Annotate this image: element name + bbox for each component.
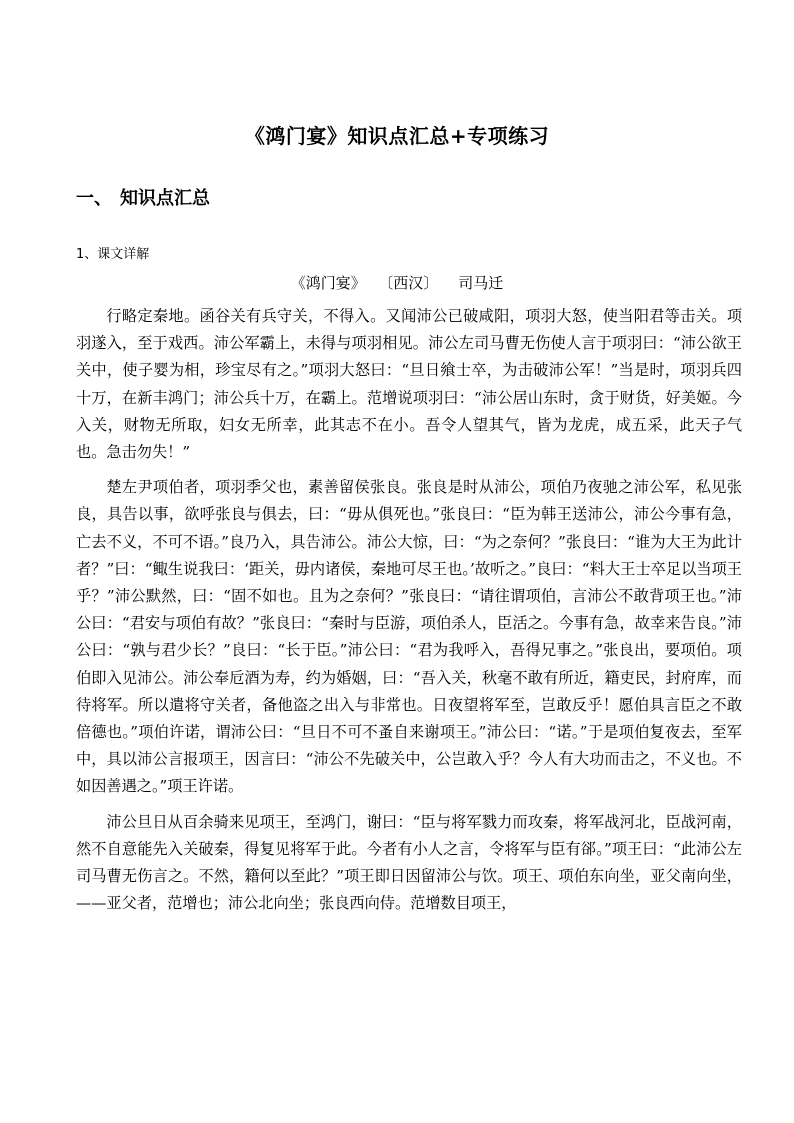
work-dynasty: 〔西汉〕 xyxy=(385,274,439,292)
paragraph: 沛公旦日从百余骑来见项王，至鸿门，谢曰：“臣与将军戮力而攻秦，将军战河北，臣战河南，然不自意能先入关破秦，得复见将军于此。今者有小人之言，令将军与臣有郤。”项王曰：“此沛公左司马曹无伤言之。不然，籍何以至此？”项王即日因留沛公与饮。项王、项伯东向坐，亚父南向坐，——亚父者，范增也；沛公北向坐；张良西向侍。范增数目项王， xyxy=(76,812,742,913)
section-number: 一、 xyxy=(76,188,112,209)
subheading: 1、课文详解 xyxy=(76,247,150,262)
paragraph: 行略定秦地。函谷关有兵守关，不得入。又闻沛公已破咸阳，项羽大怒，使当阳君等击关。项羽遂入，至于戏西。沛公军霸上，未得与项羽相见。沛公左司马曹无伤使人言于项羽曰：“沛公欲王关中，使子婴为相，珍宝尽有之。”项羽大怒曰：“旦日飨士卒，为击破沛公军！”当是时，项羽兵四十万，在新丰鸿门；沛公兵十万，在霸上。范增说项羽曰：“沛公居山东时，贪于财货，好美姬。今入关，财物无所取，妇女无所幸，此其志不在小。吾令人望其气，皆为龙虎，成五采，此天子气也。急击勿失！” xyxy=(76,307,742,462)
document-title: 《鸿门宴》知识点汇总+专项练习 xyxy=(244,124,550,148)
work-author: 司马迁 xyxy=(458,274,504,292)
work-title-line xyxy=(0,272,794,293)
work-name: 《鸿门宴》 xyxy=(290,274,366,292)
section-label: 知识点汇总 xyxy=(120,188,210,209)
section-heading xyxy=(76,184,210,210)
body-text xyxy=(76,303,742,925)
paragraph: 楚左尹项伯者，项羽季父也，素善留侯张良。张良是时从沛公，项伯乃夜驰之沛公军，私见张良，具告以事，欲呼张良与俱去，曰：“毋从俱死也。”张良曰：“臣为韩王送沛公，沛公今事有急，亡去不义，不可不语。”良乃入，具告沛公。沛公大惊，曰：“为之奈何？”张良曰：“谁为大王为此计者？”曰：“鲰生说我曰：‘距关，毋内诸侯，秦地可尽王也。’故听之。”良曰：“料大王士卒足以当项王乎？”沛公默然，曰：“固不如也。且为之奈何？”张良曰：“请往谓项伯，言沛公不敢背项王也。”沛公曰：“君安与项伯有故？”张良曰：“秦时与臣游，项伯杀人，臣活之。今事有急，故幸来告良。”沛公曰：“孰与君少长？”良曰：“长于臣。”沛公曰：“君为我呼入，吾得兄事之。”张良出，要项伯。项伯即入见沛公。沛公奉卮酒为寿，约为婚姻，曰：“吾入关，秋毫不敢有所近，籍吏民，封府库，而待将军。所以遣将守关者，备他盗之出入与非常也。日夜望将军至，岂敢反乎！愿伯具言臣之不敢倍德也。”项伯许诺，谓沛公曰：“旦日不可不蚤自来谢项王。”沛公曰：“诺。”于是项伯复夜去，至军中，具以沛公言报项王，因言曰：“沛公不先破关中，公岂敢入乎？今人有大功而击之，不义也。不如因善遇之。”项王许诺。 xyxy=(76,478,742,796)
